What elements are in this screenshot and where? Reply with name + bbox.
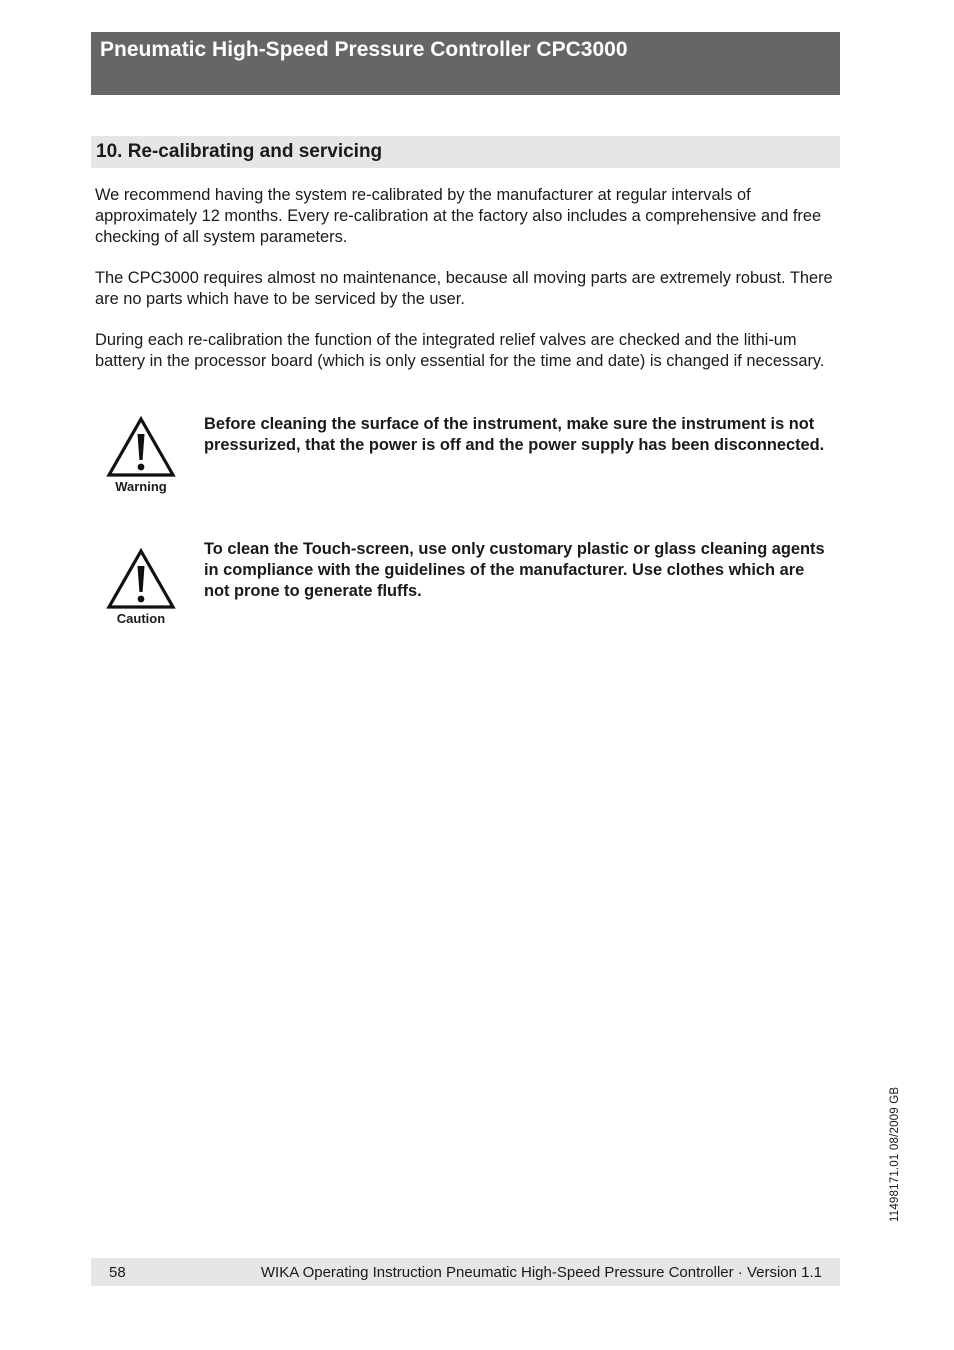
caution-text: To clean the Touch-screen, use only customary plastic or glass cleaning agents in compliance with the guidelines of the manufacturer. Use clothes which are not prone to generate fluffs.	[204, 540, 825, 600]
section-heading-bar	[91, 136, 840, 168]
footer-text: WIKA Operating Instruction Pneumatic High-Speed Pressure Controller · Version 1.1	[260, 1264, 822, 1281]
paragraph-relief-valves: During each re-calibration the function of the integrated relief valves are checked and the lithi-um battery in the processor board (which is only essential for the time and date) is changed if necessary.	[95, 331, 825, 370]
paragraph-maintenance: The CPC3000 requires almost no maintenance, because all moving parts are extremely robust. There are no parts which have to be serviced by the user.	[95, 269, 833, 308]
document-title: Pneumatic High-Speed Pressure Controller CPC3000	[100, 38, 628, 61]
page-header	[91, 32, 840, 95]
caution-triangle-icon	[106, 548, 176, 610]
page-number: 58	[109, 1264, 126, 1281]
warning-notice-icon-block	[106, 416, 176, 494]
caution-label: Caution	[116, 611, 166, 626]
warning-triangle-icon	[106, 416, 176, 478]
section-title: 10. Re-calibrating and servicing	[96, 141, 383, 162]
page-footer	[91, 1258, 840, 1286]
caution-notice-icon-block	[106, 548, 176, 626]
paragraph-recalibration: We recommend having the system re-calibrated by the manufacturer at regular intervals of approximately 12 months. Every re-calibration at the factory also includes a comprehensive and free checking of all system parameters.	[95, 186, 822, 246]
warning-label: Warning	[115, 479, 167, 494]
document-code-vertical: 11498171.01 08/2009 GB	[889, 1086, 901, 1222]
warning-text: Before cleaning the surface of the instrument, make sure the instrument is not pressurized, that the power is off and the power supply has been disconnected.	[204, 415, 825, 454]
